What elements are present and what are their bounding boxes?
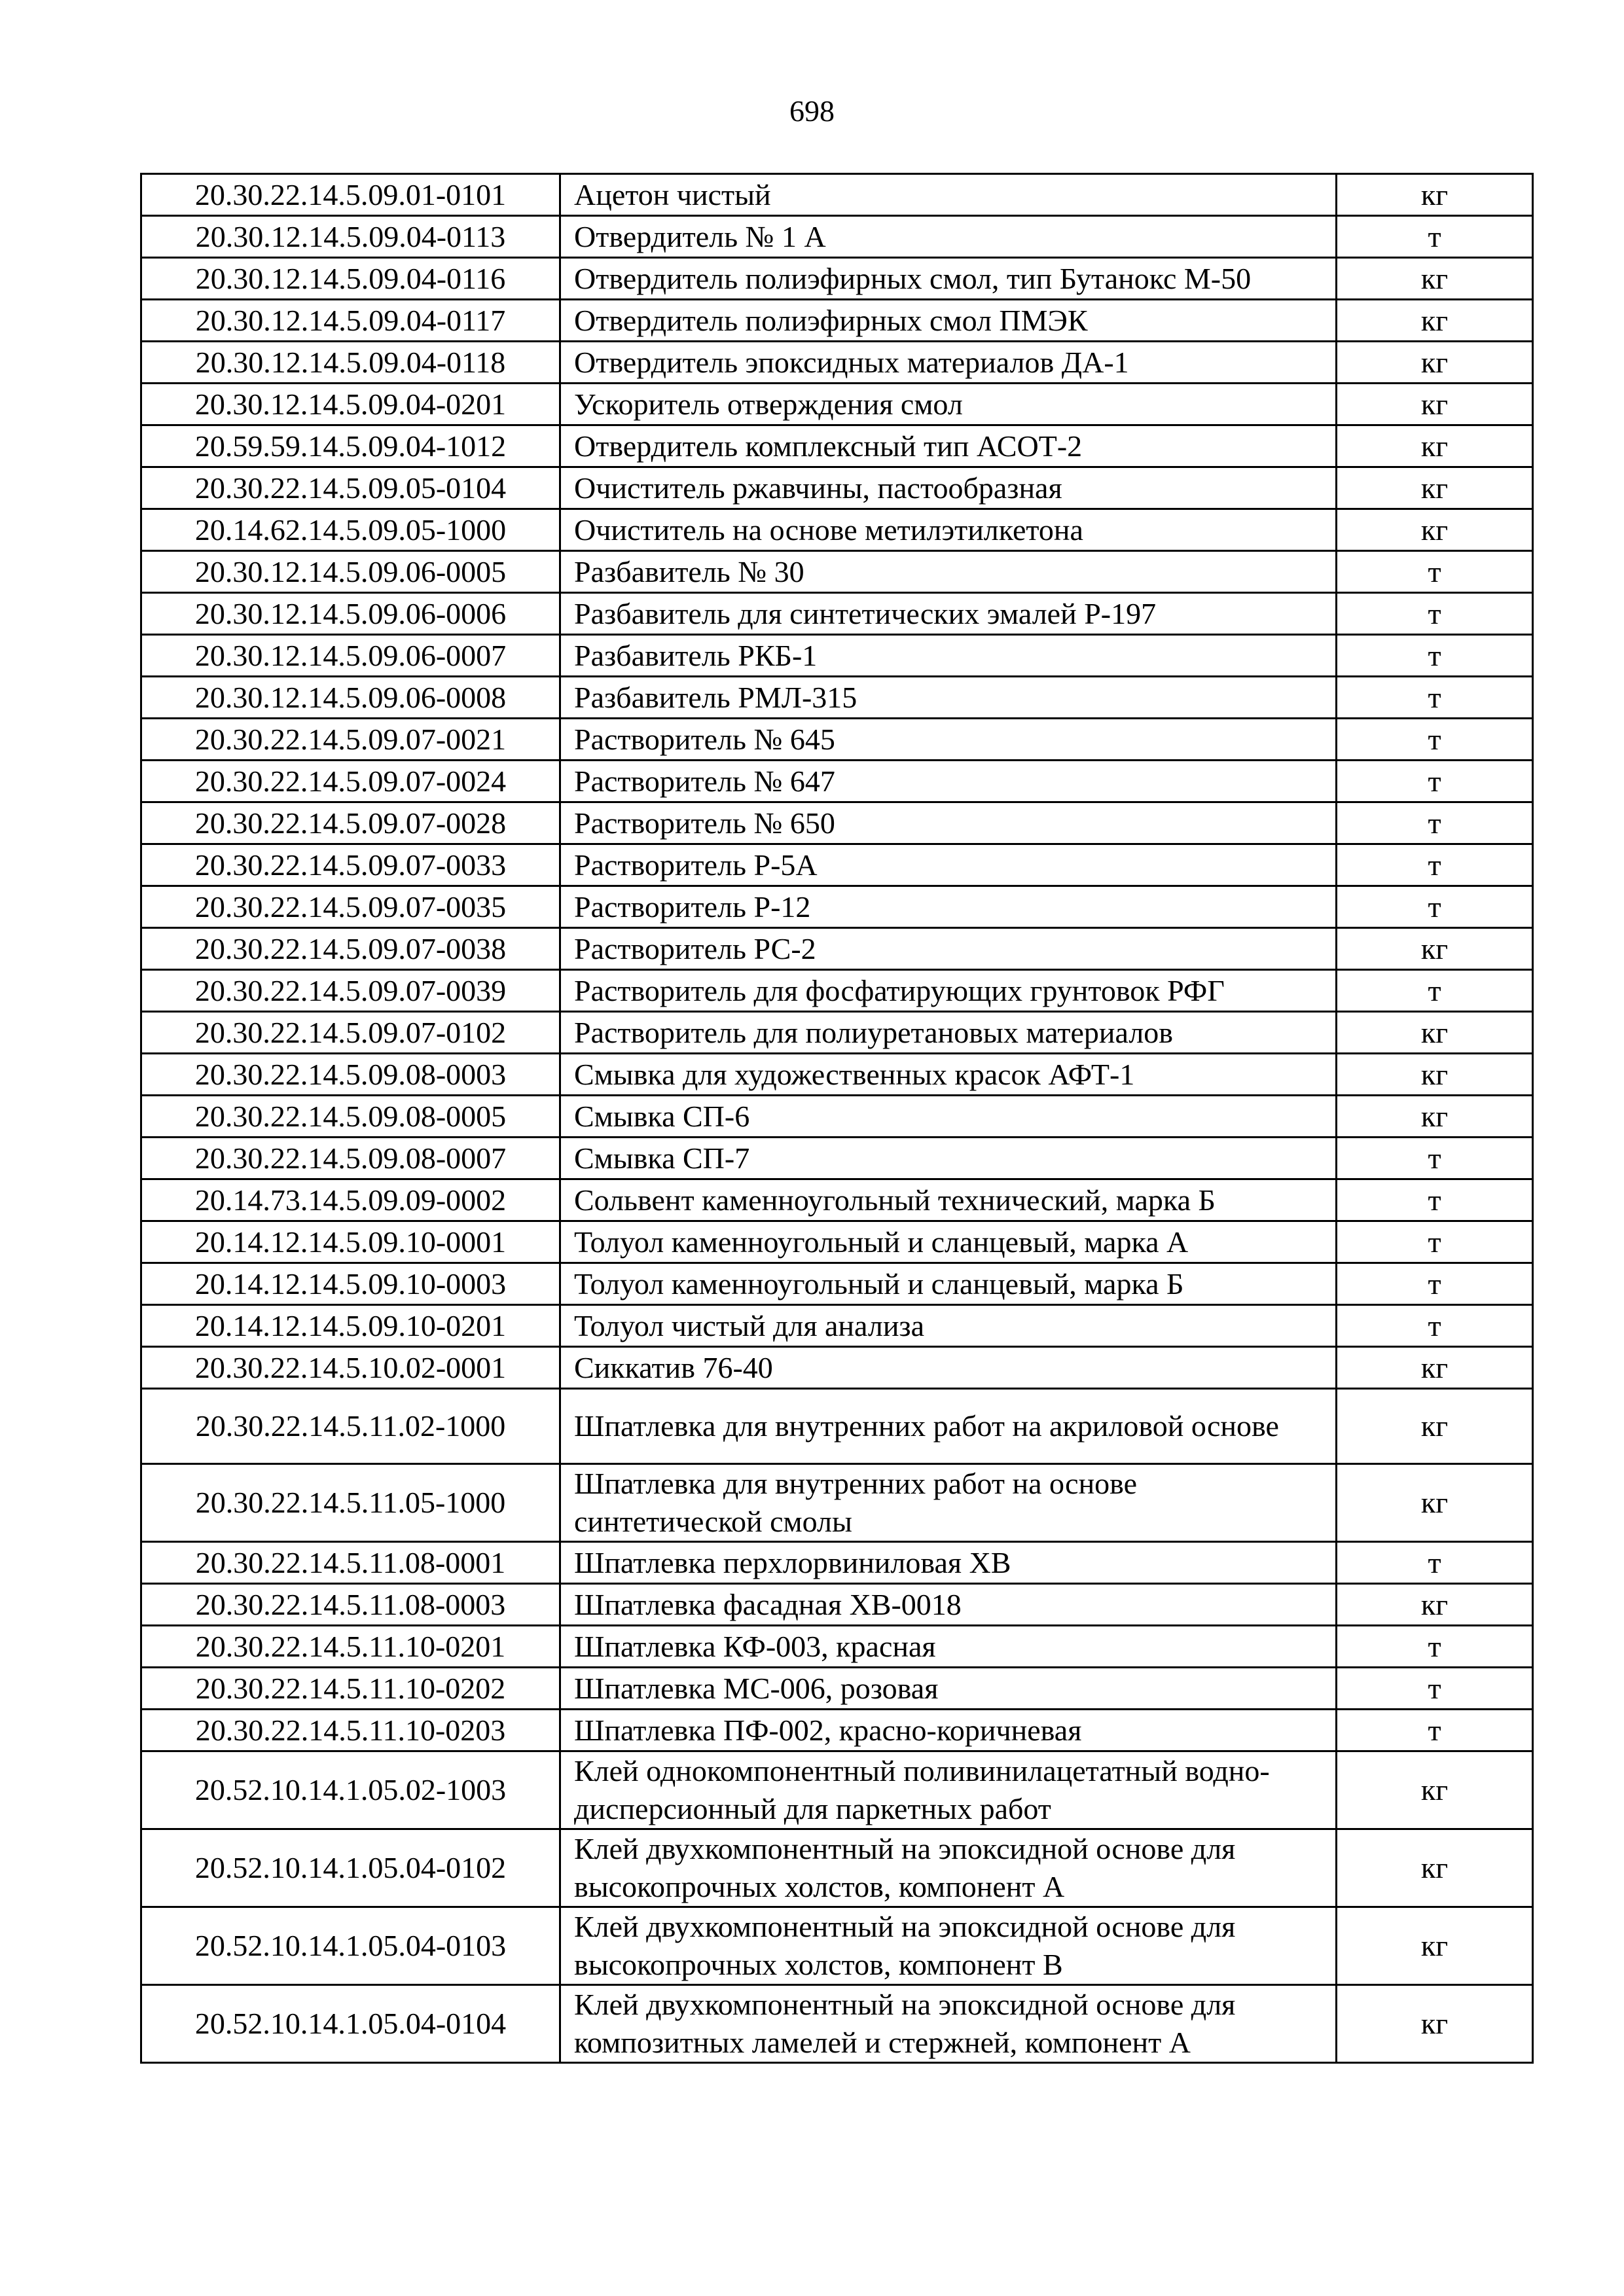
- resource-code-cell: 20.30.22.14.5.09.08-0003: [141, 1054, 560, 1096]
- unit-cell: кг: [1337, 1584, 1533, 1626]
- unit-cell: т: [1337, 551, 1533, 593]
- resource-code-cell: 20.30.22.14.5.09.05-0104: [141, 467, 560, 509]
- table-row: [141, 1542, 1533, 1584]
- resource-code-cell: 20.30.12.14.5.09.06-0006: [141, 593, 560, 635]
- resource-table-body: [141, 174, 1533, 2063]
- resource-code-cell: 20.52.10.14.1.05.04-0102: [141, 1829, 560, 1907]
- table-row: [141, 928, 1533, 970]
- resource-name-cell: Растворитель № 645: [560, 719, 1337, 761]
- table-row: [141, 1464, 1533, 1542]
- resource-name-cell: Ускоритель отверждения смол: [560, 384, 1337, 425]
- table-row: [141, 1305, 1533, 1347]
- table-row: [141, 1347, 1533, 1389]
- resource-code-cell: 20.30.12.14.5.09.04-0117: [141, 300, 560, 342]
- resource-name-cell: Клей однокомпонентный поливинилацетатный водно-дисперсионный для паркетных работ: [560, 1751, 1337, 1829]
- table-row: [141, 970, 1533, 1012]
- resource-name-cell: Толуол каменноугольный и сланцевый, марка А: [560, 1221, 1337, 1263]
- unit-cell: кг: [1337, 1096, 1533, 1138]
- unit-cell: т: [1337, 1138, 1533, 1179]
- unit-cell: кг: [1337, 300, 1533, 342]
- resource-code-cell: 20.30.22.14.5.09.07-0024: [141, 761, 560, 802]
- unit-cell: т: [1337, 1305, 1533, 1347]
- unit-cell: кг: [1337, 509, 1533, 551]
- table-row: [141, 761, 1533, 802]
- unit-cell: кг: [1337, 1985, 1533, 2063]
- resource-name-cell: Шпатлевка для внутренних работ на акриловой основе: [560, 1389, 1337, 1464]
- table-row: [141, 1054, 1533, 1096]
- resource-code-cell: 20.30.12.14.5.09.06-0007: [141, 635, 560, 677]
- table-row: [141, 300, 1533, 342]
- resource-code-cell: 20.14.62.14.5.09.05-1000: [141, 509, 560, 551]
- resource-name-cell: Шпатлевка МС-006, розовая: [560, 1668, 1337, 1710]
- resource-code-cell: 20.30.22.14.5.09.07-0021: [141, 719, 560, 761]
- resource-code-cell: 20.30.22.14.5.09.07-0028: [141, 802, 560, 844]
- unit-cell: кг: [1337, 342, 1533, 384]
- resource-name-cell: Толуол каменноугольный и сланцевый, марка Б: [560, 1263, 1337, 1305]
- unit-cell: т: [1337, 677, 1533, 719]
- resource-code-cell: 20.30.22.14.5.11.10-0202: [141, 1668, 560, 1710]
- resource-name-cell: Отвердитель эпоксидных материалов ДА-1: [560, 342, 1337, 384]
- resource-code-cell: 20.14.73.14.5.09.09-0002: [141, 1179, 560, 1221]
- unit-cell: кг: [1337, 174, 1533, 216]
- resource-code-cell: 20.30.22.14.5.09.07-0039: [141, 970, 560, 1012]
- resource-code-cell: 20.30.12.14.5.09.04-0113: [141, 216, 560, 258]
- resource-code-cell: 20.59.59.14.5.09.04-1012: [141, 425, 560, 467]
- resource-code-cell: 20.30.22.14.5.11.08-0001: [141, 1542, 560, 1584]
- unit-cell: т: [1337, 593, 1533, 635]
- resource-name-cell: Разбавитель РКБ-1: [560, 635, 1337, 677]
- table-row: [141, 1668, 1533, 1710]
- unit-cell: кг: [1337, 1347, 1533, 1389]
- page-number: 698: [789, 94, 835, 128]
- table-row: [141, 258, 1533, 300]
- table-row: [141, 886, 1533, 928]
- resource-code-cell: 20.30.22.14.5.09.08-0005: [141, 1096, 560, 1138]
- unit-cell: кг: [1337, 1464, 1533, 1542]
- unit-cell: т: [1337, 1263, 1533, 1305]
- unit-cell: т: [1337, 1179, 1533, 1221]
- resource-name-cell: Ацетон чистый: [560, 174, 1337, 216]
- resource-name-cell: Разбавитель РМЛ-315: [560, 677, 1337, 719]
- resource-name-cell: Разбавитель № 30: [560, 551, 1337, 593]
- table-row: [141, 802, 1533, 844]
- table-row: [141, 467, 1533, 509]
- resource-name-cell: Очиститель ржавчины, пастообразная: [560, 467, 1337, 509]
- resource-name-cell: Растворитель № 650: [560, 802, 1337, 844]
- table-row: [141, 425, 1533, 467]
- resource-name-cell: Шпатлевка КФ-003, красная: [560, 1626, 1337, 1668]
- resource-code-cell: 20.30.22.14.5.11.10-0203: [141, 1710, 560, 1751]
- resource-code-cell: 20.30.22.14.5.11.08-0003: [141, 1584, 560, 1626]
- unit-cell: кг: [1337, 467, 1533, 509]
- unit-cell: т: [1337, 635, 1533, 677]
- unit-cell: т: [1337, 1710, 1533, 1751]
- resource-code-cell: 20.30.22.14.5.09.08-0007: [141, 1138, 560, 1179]
- unit-cell: кг: [1337, 928, 1533, 970]
- resource-code-cell: 20.30.22.14.5.09.01-0101: [141, 174, 560, 216]
- table-row: [141, 216, 1533, 258]
- table-row: [141, 1584, 1533, 1626]
- resource-name-cell: Сиккатив 76-40: [560, 1347, 1337, 1389]
- table-row: [141, 635, 1533, 677]
- resource-code-cell: 20.30.22.14.5.11.05-1000: [141, 1464, 560, 1542]
- unit-cell: т: [1337, 886, 1533, 928]
- resource-name-cell: Смывка СП-7: [560, 1138, 1337, 1179]
- table-row: [141, 1138, 1533, 1179]
- resource-name-cell: Толуол чистый для анализа: [560, 1305, 1337, 1347]
- resource-name-cell: Растворитель Р-5А: [560, 844, 1337, 886]
- resource-code-cell: 20.52.10.14.1.05.02-1003: [141, 1751, 560, 1829]
- resource-name-cell: Клей двухкомпонентный на эпоксидной основе для высокопрочных холстов, компонент А: [560, 1829, 1337, 1907]
- resource-name-cell: Отвердитель комплексный тип АСОТ-2: [560, 425, 1337, 467]
- resource-name-cell: Клей двухкомпонентный на эпоксидной основе для композитных ламелей и стержней, компонент А: [560, 1985, 1337, 2063]
- resource-name-cell: Разбавитель для синтетических эмалей Р-197: [560, 593, 1337, 635]
- unit-cell: кг: [1337, 384, 1533, 425]
- resource-code-cell: 20.30.12.14.5.09.04-0118: [141, 342, 560, 384]
- unit-cell: т: [1337, 1668, 1533, 1710]
- resource-code-cell: 20.14.12.14.5.09.10-0201: [141, 1305, 560, 1347]
- unit-cell: т: [1337, 1542, 1533, 1584]
- resource-name-cell: Растворитель № 647: [560, 761, 1337, 802]
- table-row: [141, 342, 1533, 384]
- resource-name-cell: Смывка для художественных красок АФТ-1: [560, 1054, 1337, 1096]
- table-row: [141, 1012, 1533, 1054]
- resource-code-cell: 20.30.12.14.5.09.04-0116: [141, 258, 560, 300]
- resource-code-cell: 20.14.12.14.5.09.10-0003: [141, 1263, 560, 1305]
- unit-cell: т: [1337, 216, 1533, 258]
- unit-cell: т: [1337, 802, 1533, 844]
- table-row: [141, 384, 1533, 425]
- resource-code-cell: 20.14.12.14.5.09.10-0001: [141, 1221, 560, 1263]
- resource-name-cell: Смывка СП-6: [560, 1096, 1337, 1138]
- resource-name-cell: Клей двухкомпонентный на эпоксидной основе для высокопрочных холстов, компонент В: [560, 1907, 1337, 1985]
- unit-cell: т: [1337, 1626, 1533, 1668]
- resource-code-cell: 20.30.22.14.5.11.02-1000: [141, 1389, 560, 1464]
- table-row: [141, 1985, 1533, 2063]
- unit-cell: т: [1337, 844, 1533, 886]
- table-row: [141, 1907, 1533, 1985]
- table-row: [141, 1179, 1533, 1221]
- unit-cell: кг: [1337, 1829, 1533, 1907]
- resource-name-cell: Отвердитель полиэфирных смол, тип Бутанокс М-50: [560, 258, 1337, 300]
- unit-cell: т: [1337, 970, 1533, 1012]
- resource-name-cell: Сольвент каменноугольный технический, марка Б: [560, 1179, 1337, 1221]
- table-row: [141, 844, 1533, 886]
- resource-name-cell: Растворитель РС-2: [560, 928, 1337, 970]
- table-row: [141, 1096, 1533, 1138]
- resource-table: [140, 173, 1534, 2064]
- table-row: [141, 677, 1533, 719]
- unit-cell: кг: [1337, 258, 1533, 300]
- table-row: [141, 1829, 1533, 1907]
- resource-code-cell: 20.30.12.14.5.09.04-0201: [141, 384, 560, 425]
- unit-cell: кг: [1337, 1054, 1533, 1096]
- table-row: [141, 593, 1533, 635]
- resource-name-cell: Растворитель для полиуретановых материалов: [560, 1012, 1337, 1054]
- resource-name-cell: Отвердитель полиэфирных смол ПМЭК: [560, 300, 1337, 342]
- table-row: [141, 1263, 1533, 1305]
- table-row: [141, 1389, 1533, 1464]
- resource-code-cell: 20.30.12.14.5.09.06-0008: [141, 677, 560, 719]
- resource-code-cell: 20.52.10.14.1.05.04-0103: [141, 1907, 560, 1985]
- unit-cell: т: [1337, 761, 1533, 802]
- table-row: [141, 1710, 1533, 1751]
- table-row: [141, 551, 1533, 593]
- table-row: [141, 719, 1533, 761]
- unit-cell: т: [1337, 1221, 1533, 1263]
- resource-name-cell: Отвердитель № 1 А: [560, 216, 1337, 258]
- resource-code-cell: 20.30.22.14.5.09.07-0035: [141, 886, 560, 928]
- table-row: [141, 174, 1533, 216]
- resource-code-cell: 20.52.10.14.1.05.04-0104: [141, 1985, 560, 2063]
- unit-cell: кг: [1337, 425, 1533, 467]
- table-row: [141, 509, 1533, 551]
- resource-name-cell: Шпатлевка для внутренних работ на основе синтетической смолы: [560, 1464, 1337, 1542]
- resource-code-cell: 20.30.22.14.5.09.07-0102: [141, 1012, 560, 1054]
- table-row: [141, 1751, 1533, 1829]
- unit-cell: кг: [1337, 1012, 1533, 1054]
- resource-name-cell: Растворитель Р-12: [560, 886, 1337, 928]
- unit-cell: кг: [1337, 1751, 1533, 1829]
- resource-name-cell: Шпатлевка перхлорвиниловая ХВ: [560, 1542, 1337, 1584]
- resource-code-cell: 20.30.22.14.5.11.10-0201: [141, 1626, 560, 1668]
- resource-code-cell: 20.30.12.14.5.09.06-0005: [141, 551, 560, 593]
- resource-name-cell: Шпатлевка фасадная ХВ-0018: [560, 1584, 1337, 1626]
- unit-cell: т: [1337, 719, 1533, 761]
- resource-name-cell: Растворитель для фосфатирующих грунтовок РФГ: [560, 970, 1337, 1012]
- resource-name-cell: Шпатлевка ПФ-002, красно-коричневая: [560, 1710, 1337, 1751]
- table-row: [141, 1221, 1533, 1263]
- resource-code-cell: 20.30.22.14.5.09.07-0033: [141, 844, 560, 886]
- resource-code-cell: 20.30.22.14.5.09.07-0038: [141, 928, 560, 970]
- resource-name-cell: Очиститель на основе метилэтилкетона: [560, 509, 1337, 551]
- resource-code-cell: 20.30.22.14.5.10.02-0001: [141, 1347, 560, 1389]
- unit-cell: кг: [1337, 1389, 1533, 1464]
- unit-cell: кг: [1337, 1907, 1533, 1985]
- table-row: [141, 1626, 1533, 1668]
